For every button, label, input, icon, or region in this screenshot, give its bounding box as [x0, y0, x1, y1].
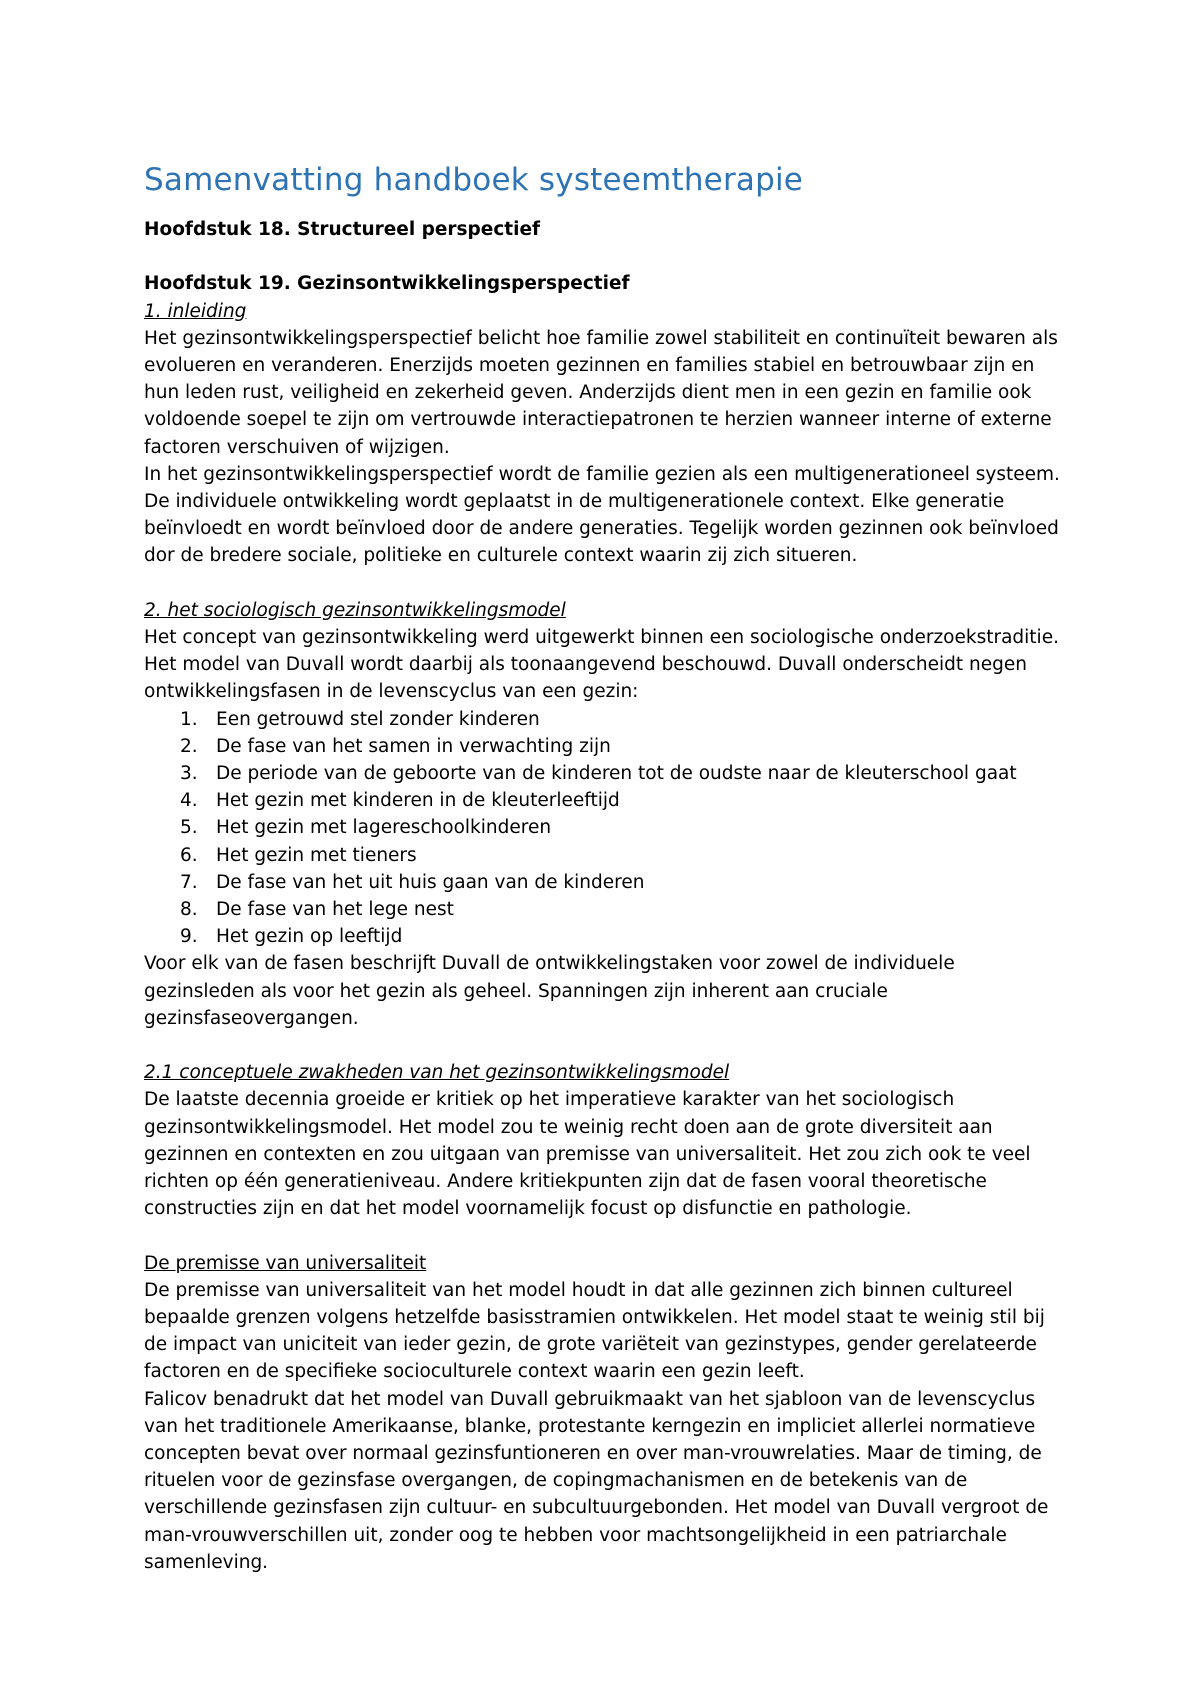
- list-item: [144, 896, 1064, 923]
- phases-list: [144, 706, 1064, 951]
- list-item-number: 2.: [180, 735, 198, 757]
- section-2-1-paragraph: De laatste decennia groeide er kritiek op het imperatieve karakter van het sociologisch gezinsontwikkelingsmodel. Het model zou te weinig recht doen aan de grote diversiteit aan gezinnen en contexten en zou uitgaan van premisse van universaliteit. Het zou zich ook te veel richten op één generatieniveau. Andere kritiekpunten zijn dat de fasen vooral theoretische constructies zijn en dat het model voornamelijk focust op disfunctie en pathologie.: [144, 1089, 1031, 1220]
- list-item-text: De periode van de geboorte van de kinderen tot de oudste naar de kleuterschool gaat: [216, 763, 1017, 785]
- spacer: [144, 243, 1064, 270]
- section-2-intro: Het concept van gezinsontwikkeling werd uitgewerkt binnen een sociologische onderzoekstraditie. Het model van Duvall wordt daarbij als toonaangevend beschouwd. Duvall onderscheidt negen ontwikkelingsfasen in de levenscyclus van een gezin:: [144, 627, 1059, 703]
- list-item-number: 4.: [180, 790, 198, 812]
- list-item: [144, 760, 1064, 787]
- document-title: Samenvatting handboek systeemtherapie: [144, 162, 804, 198]
- list-item: [144, 842, 1064, 869]
- spacer: [144, 570, 1064, 597]
- section-1-paragraph-2: In het gezinsontwikkelingsperspectief wordt de familie gezien als een multigenerationeel systeem. De individuele ontwikkeling wordt geplaatst in de multigenerationele context. Elke generatie beïnvloedt en wordt beïnvloed door de andere generaties. Tegelijk worden gezinnen ook beïnvloed dor de bredere sociale, politieke en culturele context waarin zij zich situeren.: [144, 463, 1060, 567]
- list-item-text: De fase van het lege nest: [216, 899, 454, 921]
- list-item: [144, 923, 1064, 950]
- list-item-number: 8.: [180, 899, 198, 921]
- list-item-text: Het gezin met lagereschoolkinderen: [216, 817, 552, 839]
- list-item-text: De fase van het samen in verwachting zijn: [216, 735, 611, 757]
- list-item-number: 7.: [180, 871, 198, 893]
- universality-paragraph-2: Falicov benadrukt dat het model van Duvall gebruikmaakt van het sjabloon van de levenscyclus van het traditionele Amerikaanse, blanke, protestante kerngezin en impliciet allerlei normatieve concepten bevat over normaal gezinsfuntioneren en over man-vrouwrelaties. Maar de timing, de rituelen voor de gezinsfase overgangen, de copingmachanismen en de betekenis van de verschillende gezinsfasen zijn cultuur- en subcultuurgebonden. Het model van Duvall vergroot de man-vrouwverschillen uit, zonder oog te hebben voor machtsongelijkheid in een patriarchale samenleving.: [144, 1388, 1049, 1573]
- list-item: [144, 733, 1064, 760]
- section-2-heading: 2. het sociologisch gezinsontwikkelingsmodel: [144, 599, 566, 621]
- list-item-text: De fase van het uit huis gaan van de kinderen: [216, 871, 645, 893]
- section-2-1-heading: 2.1 conceptuele zwakheden van het gezinsontwikkelingsmodel: [144, 1062, 730, 1084]
- section-2-outro: Voor elk van de fasen beschrijft Duvall de ontwikkelingstaken voor zowel de individuele gezinsleden als voor het gezin als geheel. Spanningen zijn inherent aan cruciale gezinsfaseovergangen.: [144, 953, 955, 1029]
- list-item: [144, 706, 1064, 733]
- list-item-text: Het gezin met kinderen in de kleuterleeftijd: [216, 790, 620, 812]
- list-item-text: Het gezin op leeftijd: [216, 926, 403, 948]
- list-item: [144, 869, 1064, 896]
- universality-heading: De premisse van universaliteit: [144, 1252, 427, 1274]
- list-item-number: 6.: [180, 844, 198, 866]
- chapter-19-heading: Hoofdstuk 19. Gezinsontwikkelingsperspectief: [144, 273, 630, 295]
- spacer: [144, 1032, 1064, 1059]
- list-item: [144, 814, 1064, 841]
- chapter-18-heading: Hoofdstuk 18. Structureel perspectief: [144, 219, 541, 240]
- document-page: [144, 160, 1064, 1576]
- list-item-text: Een getrouwd stel zonder kinderen: [216, 708, 540, 730]
- spacer: [144, 1222, 1064, 1249]
- list-item-number: 9.: [180, 926, 198, 948]
- list-item-number: 1.: [180, 708, 198, 730]
- list-item-number: 3.: [180, 763, 198, 785]
- section-1-paragraph-1: Het gezinsontwikkelingsperspectief belicht hoe familie zowel stabiliteit en continuïteit bewaren als evolueren en veranderen. Enerzijds moeten gezinnen en families stabiel en betrouwbaar zijn en hun leden rust, veiligheid en zekerheid geven. Anderzijds dient men in een gezin en familie ook voldoende soepel te zijn om vertrouwde interactiepatronen te herzien wanneer interne of externe factoren verschuiven of wijzigen.: [144, 327, 1058, 458]
- section-1-heading: 1. inleiding: [144, 300, 247, 322]
- list-item-number: 5.: [180, 817, 198, 839]
- list-item-text: Het gezin met tieners: [216, 844, 417, 866]
- universality-paragraph-1: De premisse van universaliteit van het model houdt in dat alle gezinnen zich binnen cultureel bepaalde grenzen volgens hetzelfde basisstramien ontwikkelen. Het model staat te weinig stil bij de impact van uniciteit van ieder gezin, de grote variëteit van gezinstypes, gender gerelateerde factoren en de specifieke socioculturele context waarin een gezin leeft.: [144, 1279, 1045, 1383]
- list-item: [144, 787, 1064, 814]
